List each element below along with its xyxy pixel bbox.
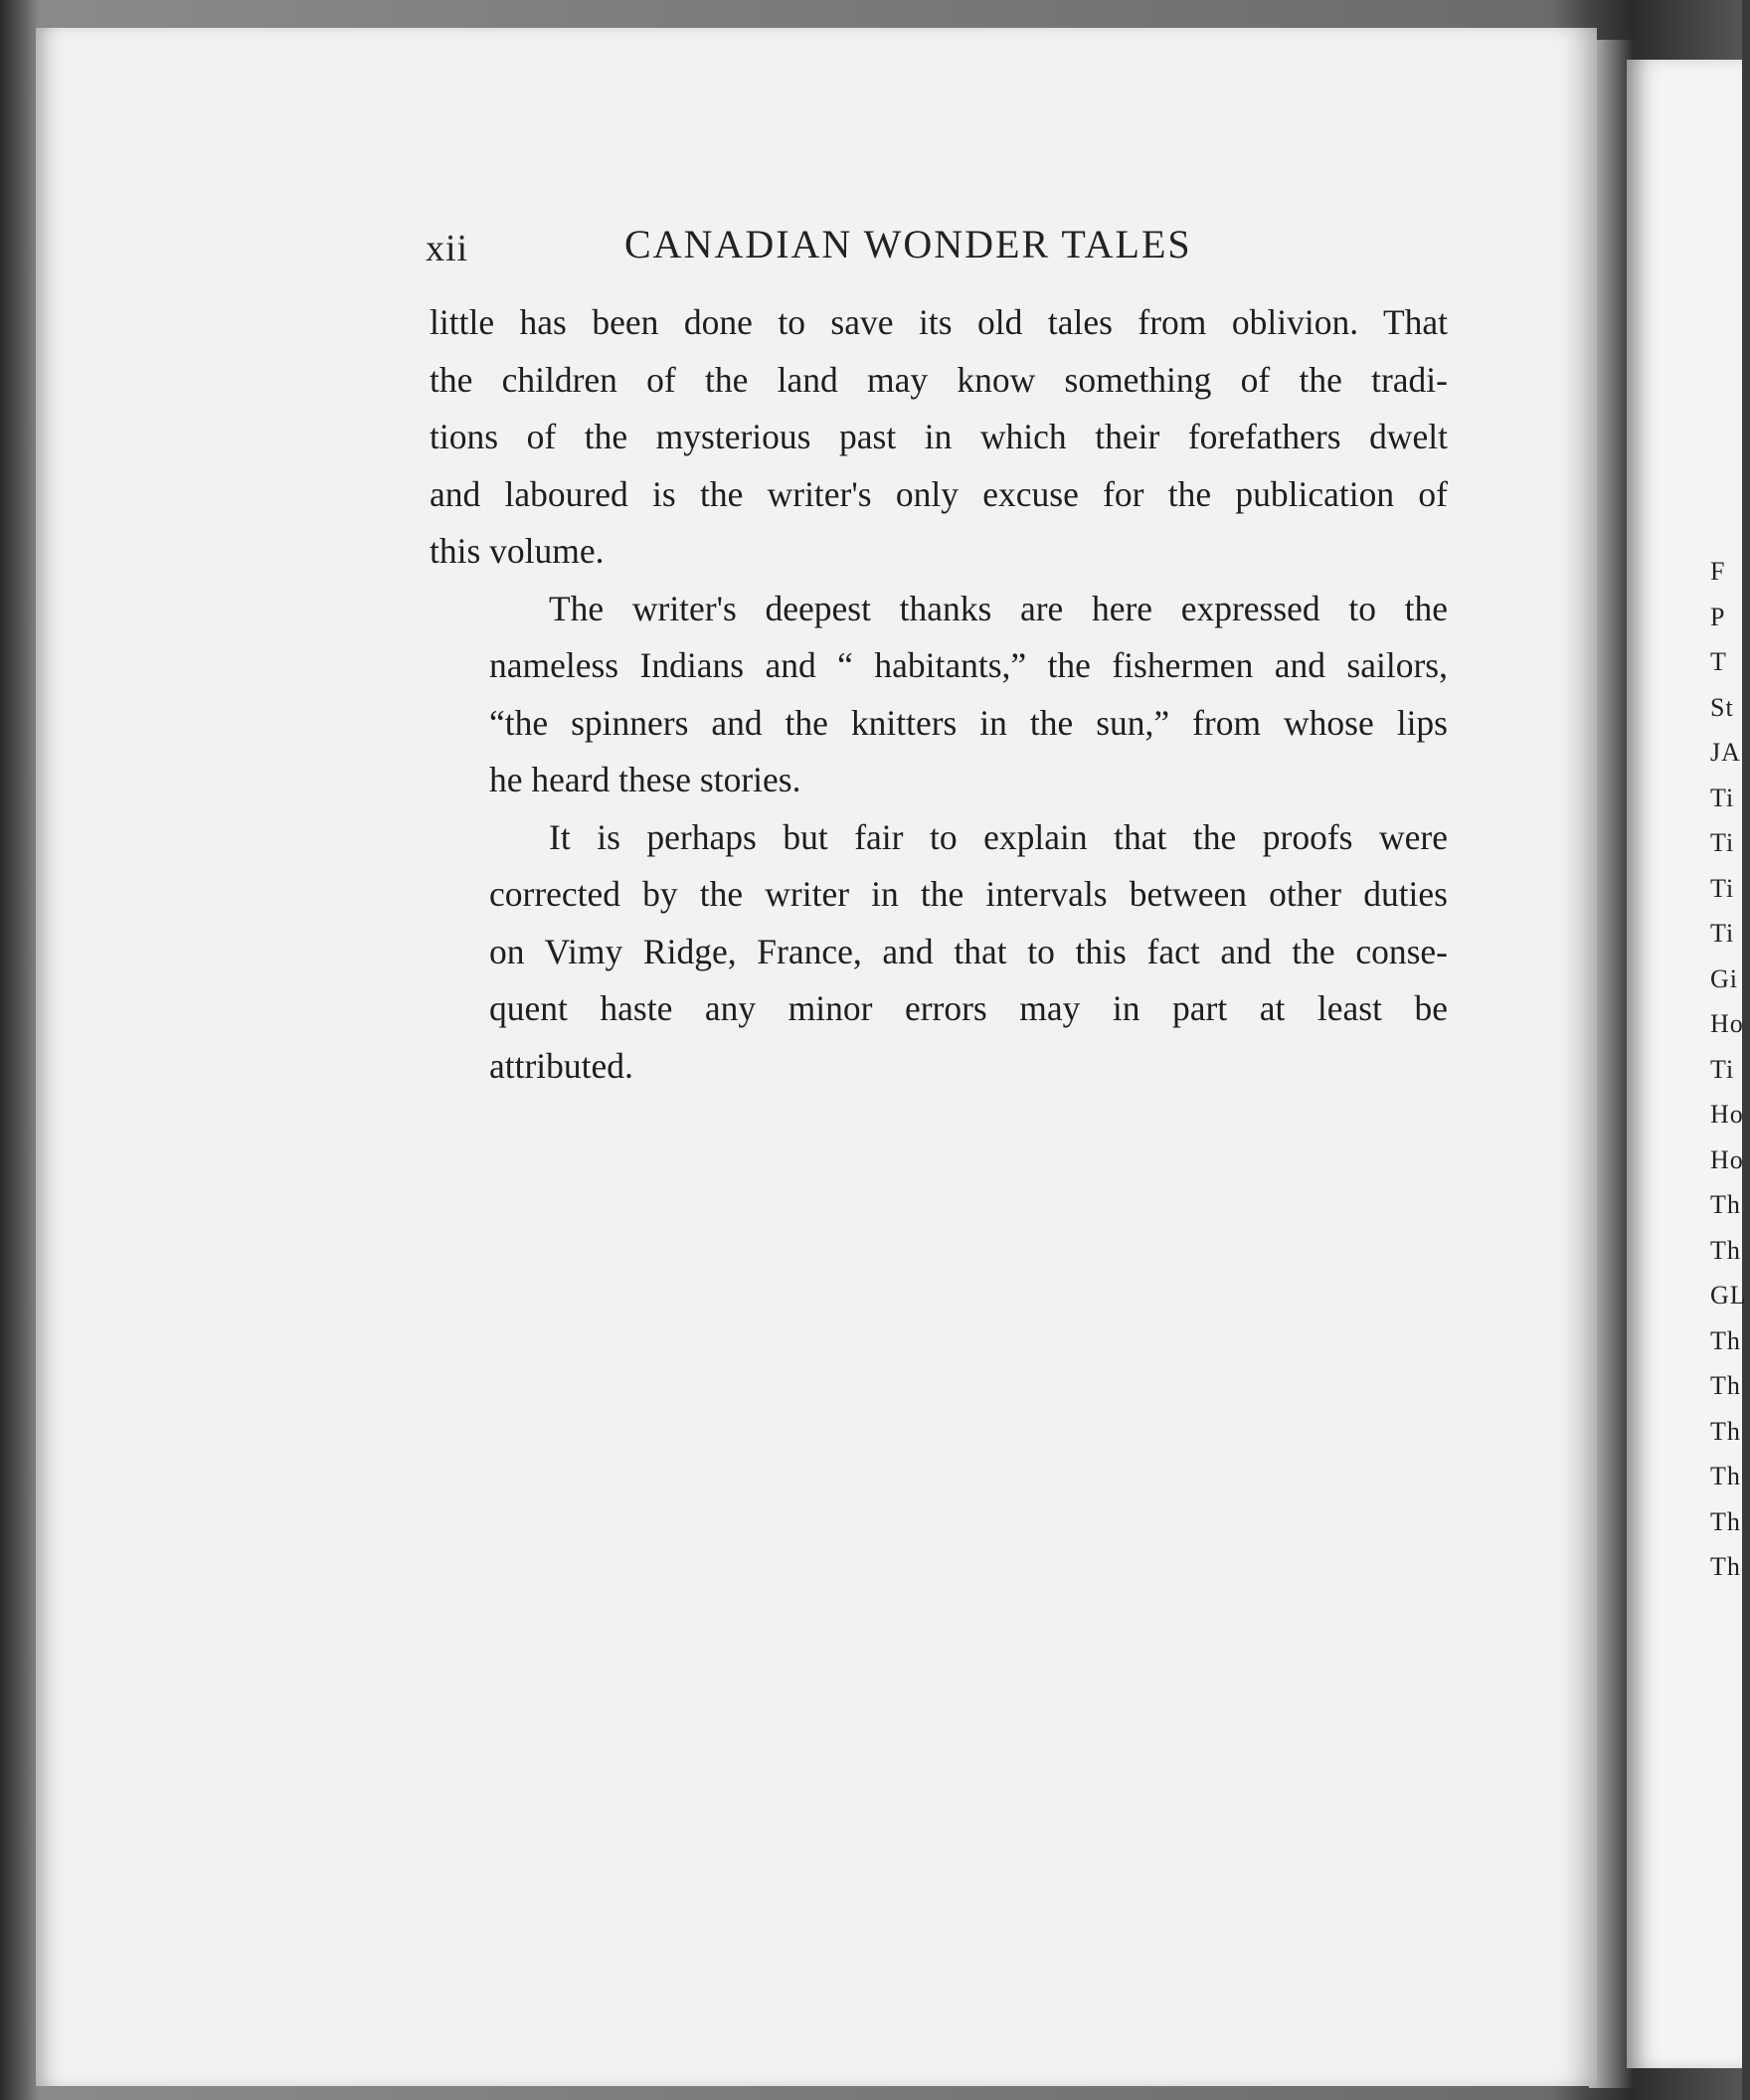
facing-page-fragment: Ti	[1710, 1054, 1735, 1084]
facing-page-fragment: Ti	[1710, 828, 1735, 857]
facing-page-fragment: Th	[1710, 1190, 1741, 1219]
facing-page-fragment: Th	[1710, 1506, 1741, 1536]
text-line: on Vimy Ridge, France, and that to this fact and the conse-	[489, 931, 1448, 971]
text-line: this volume.	[430, 531, 605, 571]
facing-page-contents-fragments	[1710, 549, 1750, 1590]
facing-page-fragment: Ho	[1710, 1009, 1744, 1038]
book-title: CANADIAN WONDER TALES	[624, 222, 1192, 266]
facing-page-fragment: Ti	[1710, 873, 1735, 903]
running-head	[426, 221, 1249, 276]
facing-page-fragment: Th	[1710, 1325, 1741, 1355]
facing-page-fragment: T	[1710, 647, 1727, 676]
text-line: The writer's deepest thanks are here expressed to the	[549, 588, 1448, 628]
text-line: he heard these stories.	[489, 760, 801, 799]
facing-page-fragment: Ho	[1710, 1100, 1744, 1129]
facing-page-fragment: Th	[1710, 1371, 1741, 1400]
text-line: the children of the land may know something of the tradi-	[430, 359, 1448, 400]
text-line: attributed.	[489, 1045, 633, 1086]
text-line: corrected by the writer in the intervals between other duties	[489, 874, 1448, 914]
facing-page-fragment: Ti	[1710, 783, 1735, 812]
facing-page-fragment: Th	[1710, 1462, 1741, 1490]
facing-page-fragment: P	[1710, 602, 1726, 631]
facing-page-fragment: St	[1710, 692, 1734, 722]
facing-page-fragment: Ho	[1710, 1144, 1744, 1174]
facing-page-fragment: GL	[1710, 1281, 1747, 1310]
text-line: “the spinners and the knitters in the sun,” from whose lips	[489, 702, 1448, 743]
page-number: xii	[426, 228, 469, 269]
text-line: It is perhaps but fair to explain that the proofs were	[549, 816, 1448, 857]
text-line: nameless Indians and “ habitants,” the fishermen and sailors,	[489, 645, 1448, 685]
text-line: little has been done to save its old tales from oblivion. That	[430, 302, 1448, 342]
facing-page-fragment: F	[1710, 557, 1726, 586]
paragraph	[430, 581, 1448, 809]
text-line: tions of the mysterious past in which their forefathers dwelt	[430, 417, 1448, 456]
facing-page-fragment: Th	[1710, 1235, 1741, 1265]
paragraph	[430, 809, 1448, 1096]
facing-page-fragment: JA	[1710, 738, 1741, 767]
facing-page-fragment: Ti	[1710, 919, 1735, 948]
paragraph	[430, 294, 1448, 581]
text-line: quent haste any minor errors may in part at least be	[489, 988, 1448, 1028]
body-text	[430, 294, 1448, 1095]
facing-page-fragment: Gi	[1710, 963, 1738, 993]
facing-page-fragment: Th	[1710, 1552, 1741, 1581]
text-line: and laboured is the writer's only excuse for the publication of	[430, 473, 1448, 514]
facing-page-fragment: Th	[1710, 1416, 1741, 1446]
